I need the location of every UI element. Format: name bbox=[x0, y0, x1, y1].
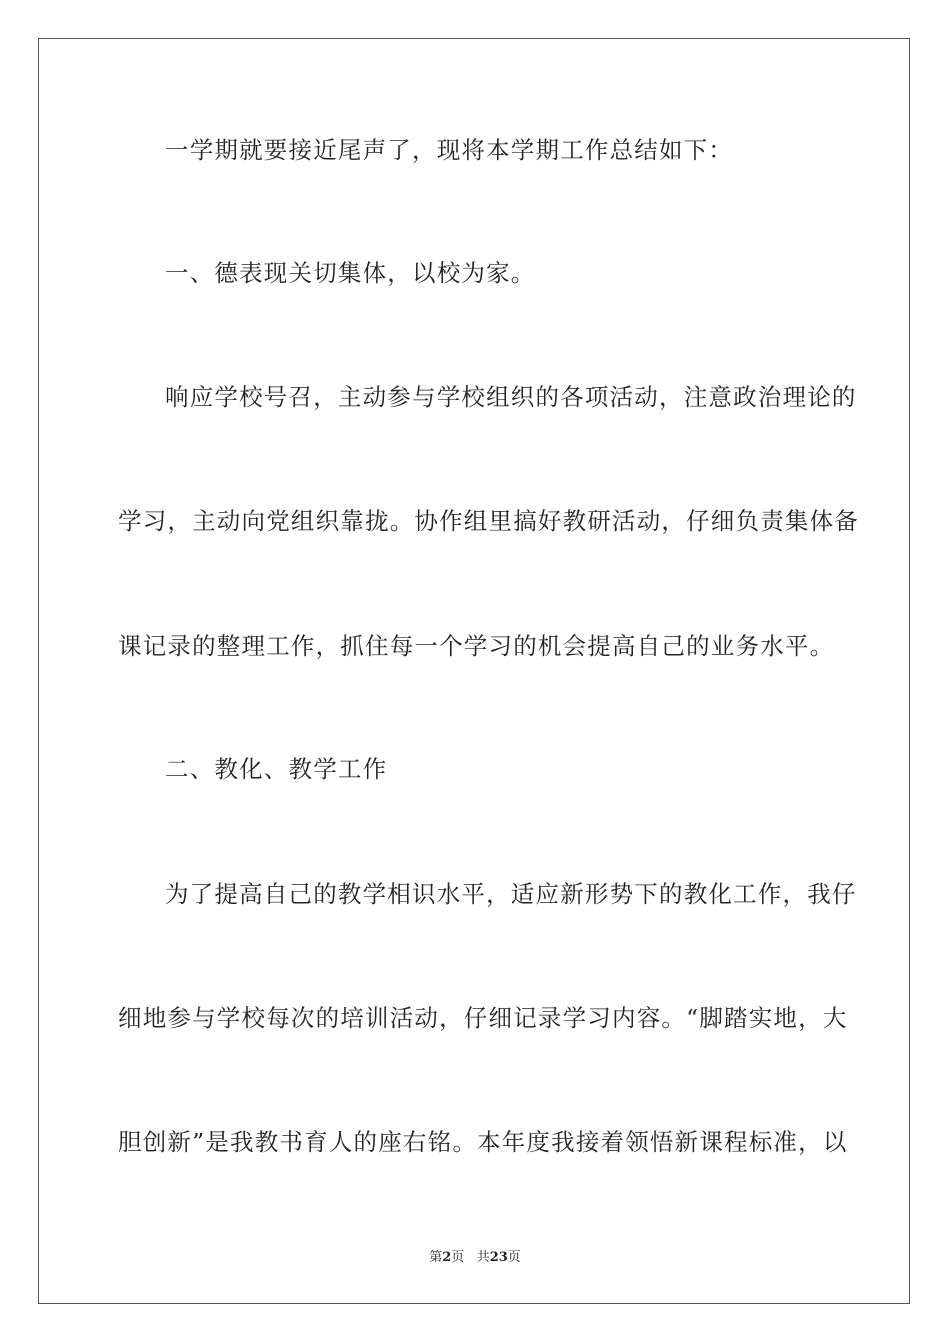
paragraph-line: 响应学校号召，主动参与学校组织的各项活动，注意政治理论的 bbox=[165, 383, 857, 411]
section-heading: 二、教化、教学工作 bbox=[165, 755, 388, 783]
page-footer bbox=[0, 1246, 950, 1265]
page-border bbox=[38, 38, 910, 1304]
paragraph-line: 课记录的整理工作，抓住每一个学习的机会提高自己的业务水平。 bbox=[118, 632, 835, 660]
paragraph-line: 为了提高自己的教学相识水平，适应新形势下的教化工作，我仔 bbox=[165, 880, 857, 908]
total-suffix: 页 bbox=[507, 1250, 521, 1265]
page-number: 2 bbox=[442, 1250, 452, 1265]
paragraph-line: 胆创新”是我教书育人的座右铭。本年度我接着领悟新课程标准，以 bbox=[118, 1128, 848, 1156]
total-pages: 23 bbox=[489, 1250, 508, 1265]
total-prefix: 共 bbox=[476, 1250, 490, 1265]
paragraph-line: 细地参与学校每次的培训活动，仔细记录学习内容。“脚踏实地，大 bbox=[118, 1004, 848, 1032]
section-heading: 一、德表现关切集体，以校为家。 bbox=[165, 259, 536, 287]
page-suffix: 页 bbox=[451, 1250, 465, 1265]
paragraph-line: 学习，主动向党组织靠拢。协作组里搞好教研活动，仔细负责集体备 bbox=[118, 507, 859, 535]
page-prefix: 第 bbox=[429, 1250, 443, 1265]
paragraph-line: 一学期就要接近尾声了，现将本学期工作总结如下： bbox=[165, 136, 734, 164]
